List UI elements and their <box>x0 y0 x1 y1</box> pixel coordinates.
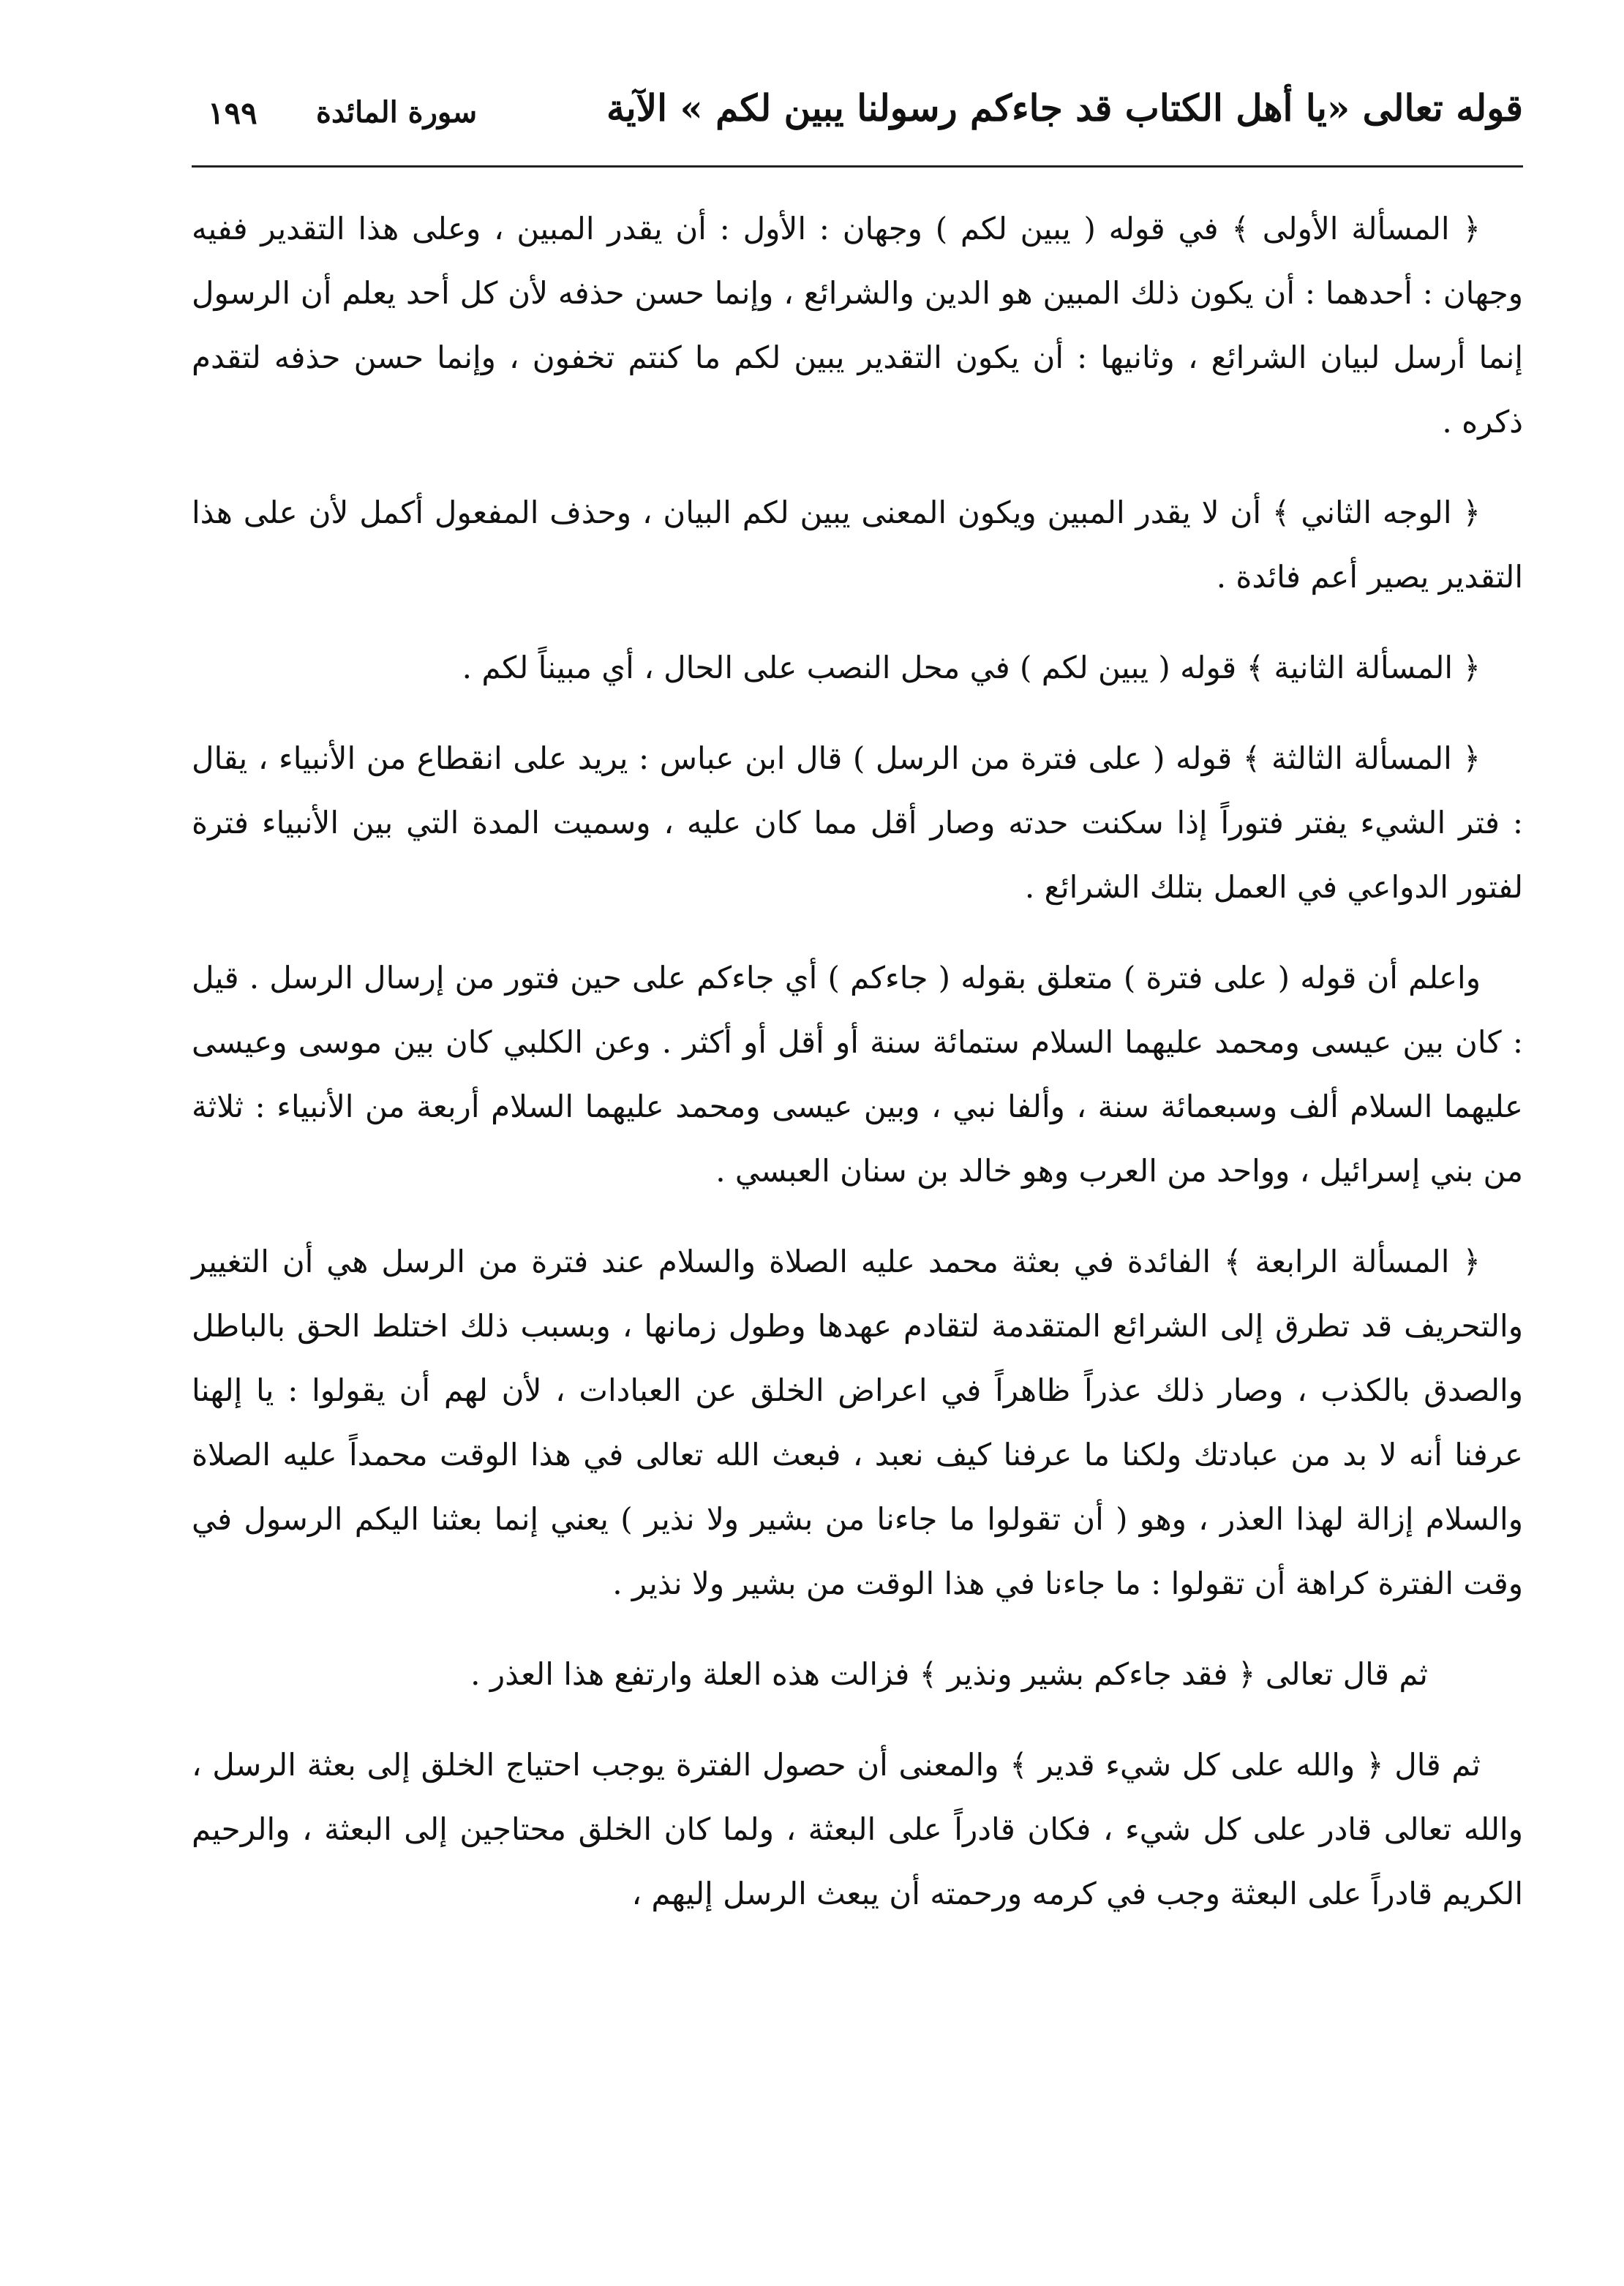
paragraph-masala-4: ﴿ المسألة الرابعة ﴾ الفائدة في بعثة محمد عليه الصلاة والسلام عند فترة من الرسل هي أن التغيير والتحريف قد تطرق إلى الشرائع المتقدمة لتقادم عهدها وطول زمانها ، وبسبب ذلك اختلط الحق بالباطل والصدق بالكذب ، وصار ذلك عذراً ظاهراً في اعراض الخلق عن العبادات ، لأن لهم أن يقولوا : يا إلهنا عرفنا أنه لا بد من عبادتك ولكنا ما عرفنا كيف نعبد ، فبعث الله تعالى في هذا الوقت محمداً عليه الصلاة والسلام إزالة لهذا العذر ، وهو ( أن تقولوا ما جاءنا من بشير ولا نذير ) يعني إنما بعثنا اليكم الرسول في وقت الفترة كراهة أن تقولوا : ما جاءنا في هذا الوقت من بشير ولا نذير . <box>192 1244 1523 1601</box>
paragraph-qadir: ثم قال ﴿ والله على كل شيء قدير ﴾ والمعنى أن حصول الفترة يوجب احتياج الخلق إلى بعثة الرسل ، والله تعالى قادر على كل شيء ، فكان قادراً على البعثة ، ولما كان الخلق محتاجين إلى البعثة ، والرحيم الكريم قادراً على البعثة وجب في كرمه ورحمته أن يبعث الرسل إليهم ، <box>192 1747 1523 1911</box>
surah-name: سورة المائدة <box>316 95 478 129</box>
running-header <box>192 70 1523 168</box>
paragraph-masala-3: ﴿ المسألة الثالثة ﴾ قوله ( على فترة من الرسل ) قال ابن عباس : يريد على انقطاع من الأنبياء ، يقال : فتر الشيء يفتر فتوراً إذا سكنت حدته وصار أقل مما كان عليه ، وسميت المدة التي بين الأنبياء فترة لفتور الدواعي في العمل بتلك الشرائع . <box>192 740 1523 905</box>
paragraph-fatra: واعلم أن قوله ( على فترة ) متعلق بقوله ( جاءكم ) أي جاءكم على حين فتور من إرسال الرسل . قيل : كان بين عيسى ومحمد عليهما السلام ستمائة سنة أو أقل أو أكثر . وعن الكلبي كان بين موسى وعيسى عليهما السلام ألف وسبعمائة سنة ، وألفا نبي ، وبين عيسى ومحمد عليهما السلام أربعة من الأنبياء : ثلاثة من بني إسرائيل ، وواحد من العرب وهو خالد بن سنان العبسي . <box>192 960 1523 1189</box>
document-page <box>192 70 1523 1952</box>
paragraph-masala-1: ﴿ المسألة الأولى ﴾ في قوله ( يبين لكم ) وجهان : الأول : أن يقدر المبين ، وعلى هذا التقدير ففيه وجهان : أحدهما : أن يكون ذلك المبين هو الدين والشرائع ، وإنما حسن حذفه لأن كل أحد يعلم أن الرسول إنما أرسل لبيان الشرائع ، وثانيها : أن يكون التقدير يبين لكم ما كنتم تخفون ، وإنما حسن حذفه لتقدم ذكره . <box>192 211 1523 440</box>
header-title: قوله تعالى «يا أهل الكتاب قد جاءكم رسولنا يبين لكم » الآية <box>606 86 1523 129</box>
page-number: ١٩٩ <box>208 95 257 131</box>
paragraph-masala-2: ﴿ المسألة الثانية ﴾ قوله ( يبين لكم ) في محل النصب على الحال ، أي مبيناً لكم . <box>462 650 1481 685</box>
paragraph-bashir-nadhir: ثم قال تعالى ﴿ فقد جاءكم بشير ونذير ﴾ فزالت هذه العلة وارتفع هذا العذر . <box>470 1656 1428 1692</box>
page-body <box>192 168 1523 1926</box>
paragraph-wajh-2: ﴿ الوجه الثاني ﴾ أن لا يقدر المبين ويكون المعنى يبين لكم البيان ، وحذف المفعول أكمل لأن على هذا التقدير يصير أعم فائدة . <box>192 495 1523 595</box>
